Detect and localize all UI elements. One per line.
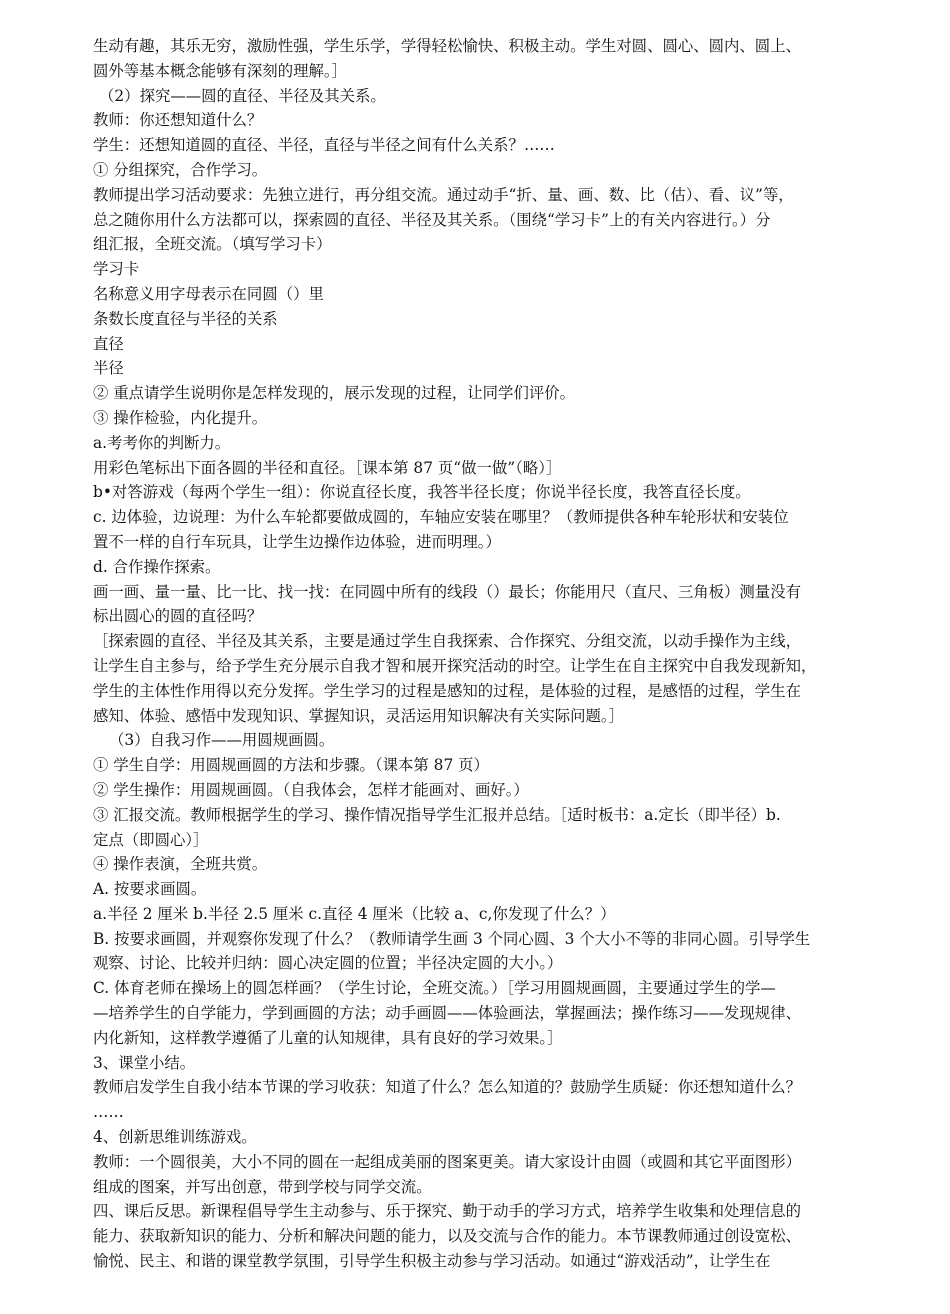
text-line: 学生的主体性作用得以充分发挥。学生学习的过程是感知的过程，是体验的过程，是感悟的过程，学生在 [93, 681, 801, 700]
text-line: 教师：一个圆很美，大小不同的圆在一起组成美丽的图案更美。请大家设计由圆（或圆和其它平面图形） [93, 1152, 801, 1171]
text-line: 愉悦、民主、和谐的课堂教学氛围，引导学生积极主动参与学习活动。如通过“游戏活动”，让学生在 [93, 1252, 771, 1271]
text-line: B. 按要求画圆，并观察你发现了什么？（教师请学生画 3 个同心圆、3 个大小不等的非同心圆。引导学生 [93, 929, 811, 948]
section-heading: 3、课堂小结。 [93, 1053, 196, 1072]
text-line: 用彩色笔标出下面各圆的半径和直径。［课本第 87 页“做一做”（略）］ [93, 458, 562, 477]
text-line: 标出圆心的圆的直径吗？ [93, 607, 263, 626]
text-line: a.半径 2 厘米 b.半径 2.5 厘米 c.直径 4 厘米（比较 a、c,你发现了什么？） [93, 904, 616, 923]
text-line: C. 体育老师在操场上的圆怎样画？（学生讨论，全班交流。）［学习用圆规画圆，主要通过学生的学— [93, 979, 776, 998]
text-line: 画一画、量一量、比一比、找一找：在同圆中所有的线段（）最长；你能用尺（直尺、三角板）测量没有 [93, 582, 801, 601]
text-line: 学生：还想知道圆的直径、半径，直径与半径之间有什么关系？…… [93, 136, 555, 155]
text-line: 置不一样的自行车玩具，让学生边操作边体验，进而明理。） [93, 532, 501, 551]
text-line: ③ 操作检验，内化提升。 [93, 408, 268, 427]
text-line: c. 边体验，边说理：为什么车轮都要做成圆的，车轴应安装在哪里？（教师提供各种车轮形状和安装位 [93, 508, 789, 527]
section-heading: （3）自我习作——用圆规画圆。 [109, 731, 335, 750]
text-line: ① 分组探究，合作学习。 [93, 160, 268, 179]
text-line: ② 重点请学生说明你是怎样发现的，展示发现的过程，让同学们评价。 [93, 384, 576, 403]
text-line: 教师启发学生自我小结本节课的学习收获：知道了什么？怎么知道的？鼓励学生质疑：你还想知道什么？ [93, 1078, 801, 1097]
text-line: 教师提出学习活动要求：先独立进行，再分组交流。通过动手“折、量、画、数、比（估）、看、议”等， [93, 185, 794, 204]
section-heading: 4、创新思维训练游戏。 [93, 1128, 257, 1147]
document-page [93, 34, 865, 1274]
text-line: 教师：你还想知道什么？ [93, 111, 263, 130]
text-line: ① 学生自学：用圆规画圆的方法和步骤。（课本第 87 页） [93, 756, 489, 775]
text-line: 组成的图案，并写出创意，带到学校与同学交流。 [93, 1177, 432, 1196]
text-line: ② 学生操作：用圆规画圆。（自我体会，怎样才能画对、画好。） [93, 780, 529, 799]
text-line: 感知、体验、感悟中发现知识、掌握知识，灵活运用知识解决有关实际问题。］ [93, 706, 624, 725]
text-line: A. 按要求画圆。 [93, 880, 207, 899]
text-line: …… [93, 1103, 124, 1122]
text-line: ③ 汇报交流。教师根据学生的学习、操作情况指导学生汇报并总结。［适时板书：a.定长（即半径）b. [93, 805, 781, 824]
text-line: 让学生自主参与，给予学生充分展示自我才智和展开探究活动的时空。让学生在自主探究中自我发现新知， [93, 656, 817, 675]
text-line: 条数长度直径与半径的关系 [93, 309, 278, 328]
text-line: 生动有趣，其乐无穷，激励性强，学生乐学，学得轻松愉快、积极主动。学生对圆、圆心、圆内、圆上、 [93, 37, 801, 55]
text-line: 学习卡 [93, 260, 140, 279]
text-line: a.考考你的判断力。 [93, 433, 231, 452]
text-line: 观察、讨论、比较并归纳：圆心决定圆的位置；半径决定圆的大小。） [93, 954, 563, 973]
text-line: d. 合作操作探索。 [93, 557, 221, 576]
text-line: 组汇报，全班交流。（填写学习卡） [93, 235, 332, 254]
text-line: b•对答游戏（每两个学生一组）：你说直径长度，我答半径长度；你说半径长度，我答直径长度。 [93, 483, 751, 502]
text-line: 能力、获取新知识的能力、分析和解决问题的能力，以及交流与合作的能力。本节课教师通过创设宽松、 [93, 1227, 801, 1246]
text-line: ④ 操作表演，全班共赏。 [93, 855, 268, 874]
text-line: ［探索圆的直径、半径及其关系，主要是通过学生自我探索、合作探究、分组交流，以动手操作为主线， [93, 632, 801, 651]
text-line: 半径 [93, 359, 124, 378]
text-line: 总之随你用什么方法都可以，探索圆的直径、半径及其关系。（围绕“学习卡”上的有关内容进行。）分 [93, 210, 771, 229]
text-line: 直径 [93, 334, 124, 353]
section-heading: （2）探究——圆的直径、半径及其关系。 [99, 86, 386, 105]
text-line: 内化新知，这样教学遵循了儿童的认知规律，具有良好的学习效果。］ [93, 1028, 563, 1047]
text-line: 定点（即圆心）］ [93, 830, 209, 849]
text-line: 四、课后反思。新课程倡导学生主动参与、乐于探究、勤于动手的学习方式，培养学生收集和处理信息的 [93, 1202, 801, 1221]
text-line: 圆外等基本概念能够有深刻的理解。］ [93, 61, 347, 80]
text-line: 名称意义用字母表示在同圆（）里 [93, 284, 324, 303]
text-line: —培养学生的自学能力，学到画圆的方法；动手画圆——体验画法，掌握画法；操作练习——发现规律、 [93, 1004, 801, 1023]
